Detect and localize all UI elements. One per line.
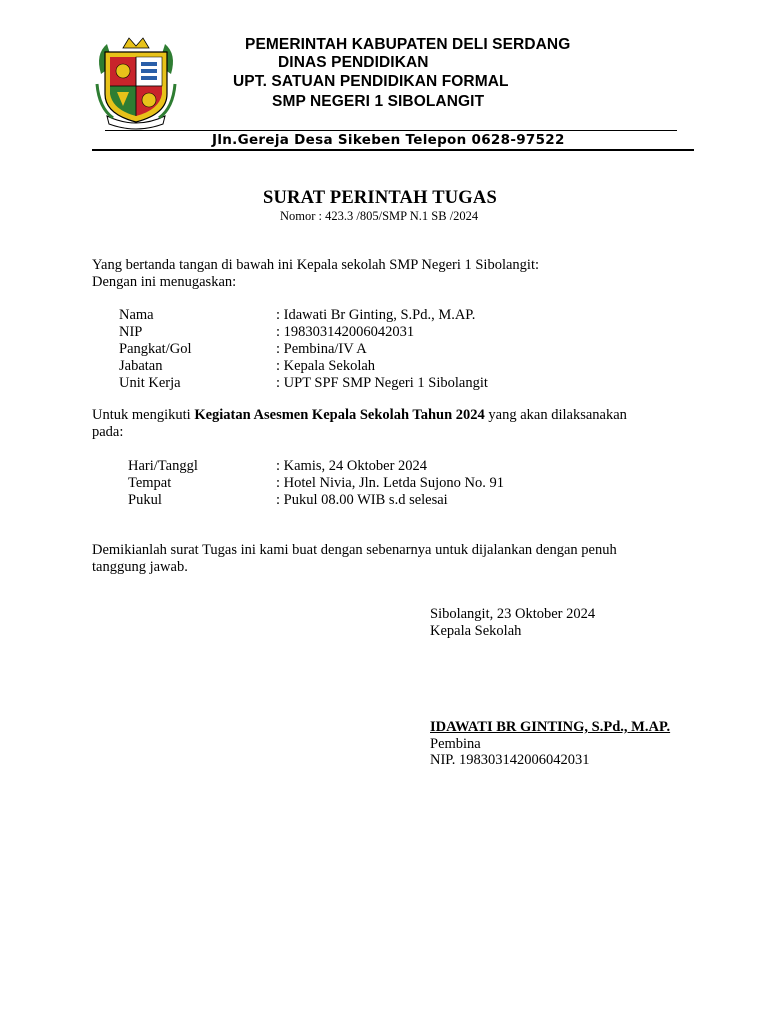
header-department: DINAS PENDIDIKAN <box>278 54 429 71</box>
closing-line-1: Demikianlah surat Tugas ini kami buat dengan sebenarnya untuk dijalankan dengan penuh <box>92 542 617 558</box>
person-value-nip: : 198303142006042031 <box>276 324 415 340</box>
signature-position: Kepala Sekolah <box>430 623 522 639</box>
assignment-line: Dengan ini menugaskan: <box>92 274 237 290</box>
header-school: SMP NEGERI 1 SIBOLANGIT <box>272 93 485 110</box>
purpose-post: yang akan dilaksanakan <box>484 407 627 423</box>
letter-title: SURAT PERINTAH TUGAS <box>263 188 497 208</box>
header-address: Jln.Gereja Desa Sikeben Telepon 0628-97522 <box>212 132 565 148</box>
intro-line: Yang bertanda tangan di bawah ini Kepala sekolah SMP Negeri 1 Sibolangit: <box>92 257 540 273</box>
event-value-time: : Pukul 08.00 WIB s.d selesai <box>276 492 448 508</box>
header-government: PEMERINTAH KABUPATEN DELI SERDANG <box>245 36 571 53</box>
event-value-day: : Kamis, 24 Oktober 2024 <box>276 458 428 474</box>
header-divider-thick <box>92 149 694 151</box>
person-label-position: Jabatan <box>119 358 163 374</box>
signature-place-date: Sibolangit, 23 Oktober 2024 <box>430 606 596 622</box>
person-value-position: : Kepala Sekolah <box>276 358 376 374</box>
deli-serdang-emblem-icon <box>93 34 179 132</box>
signature-rank: Pembina <box>430 736 481 752</box>
purpose-line-2: pada: <box>92 424 124 440</box>
event-label-place: Tempat <box>128 475 172 491</box>
signature-nip: NIP. 198303142006042031 <box>430 752 590 768</box>
purpose-line <box>92 407 627 424</box>
event-label-day: Hari/Tanggl <box>128 458 198 474</box>
person-value-unit: : UPT SPF SMP Negeri 1 Sibolangit <box>276 375 488 391</box>
signature-name: IDAWATI BR GINTING, S.Pd., M.AP. <box>430 719 671 735</box>
letter-number: Nomor : 423.3 /805/SMP N.1 SB /2024 <box>280 209 479 223</box>
person-label-unit: Unit Kerja <box>119 375 181 391</box>
person-label-name: Nama <box>119 307 154 323</box>
header-divider-thin <box>105 130 677 131</box>
purpose-activity: Kegiatan Asesmen Kepala Sekolah Tahun 2024 <box>194 407 485 423</box>
header-upt: UPT. SATUAN PENDIDIKAN FORMAL <box>233 73 509 90</box>
person-label-nip: NIP <box>119 324 143 340</box>
event-value-place: : Hotel Nivia, Jln. Letda Sujono No. 91 <box>276 475 504 491</box>
person-value-rank: : Pembina/IV A <box>276 341 367 357</box>
person-label-rank: Pangkat/Gol <box>119 341 192 357</box>
person-value-name: : Idawati Br Ginting, S.Pd., M.AP. <box>276 307 476 323</box>
event-label-time: Pukul <box>128 492 162 508</box>
purpose-pre: Untuk mengikuti <box>92 407 195 423</box>
closing-line-2: tanggung jawab. <box>92 559 188 575</box>
